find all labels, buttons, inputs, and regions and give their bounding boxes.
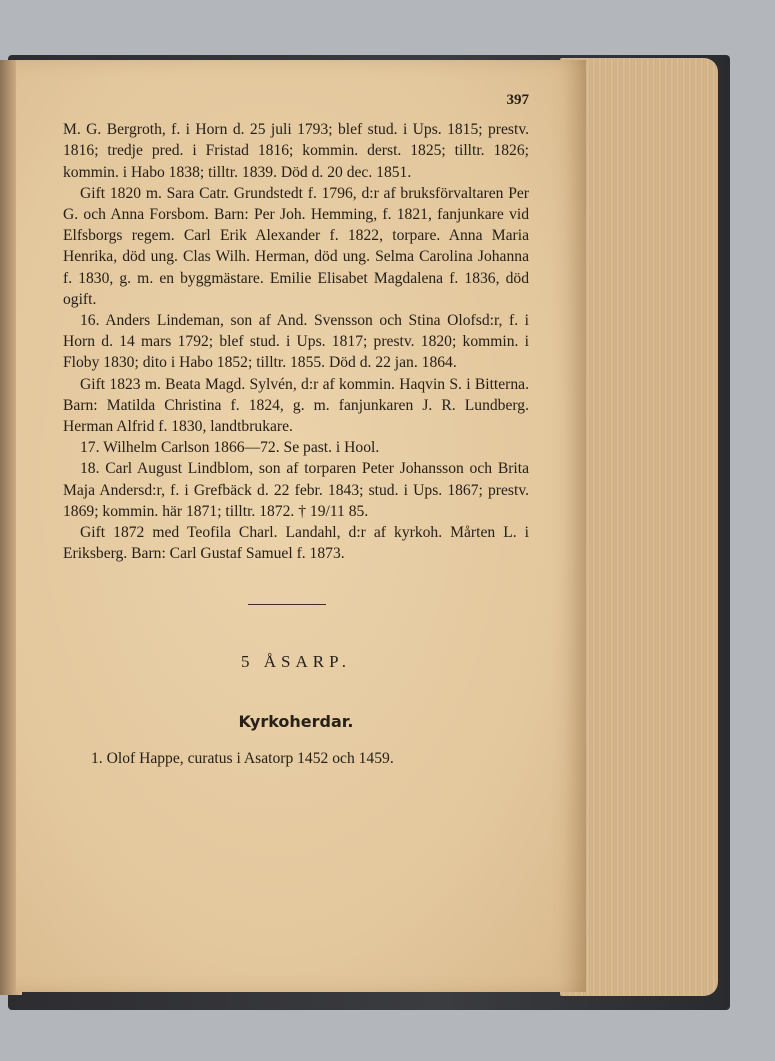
- paragraph-4: Gift 1823 m. Beata Magd. Sylvén, d:r af kommin. Haqvin S. i Bitterna. Barn: Matilda Christina f. 1824, g. m. fanjunkaren J. R. Lundberg. Herman Alfrid f. 1830, landtbrukare.: [63, 375, 529, 436]
- paragraph-5: 17. Wilhelm Carlson 1866—72. Se past. i Hool.: [80, 439, 380, 457]
- paragraph-7: Gift 1872 med Teofila Charl. Landahl, d:r af kyrkoh. Mårten L. i Eriksberg. Barn: Carl Gustaf Samuel f. 1873.: [63, 524, 529, 563]
- page-text: [63, 90, 529, 769]
- paragraph-6: 18. Carl August Lindblom, son af torparen Peter Johansson och Brita Maja Andersd:r, f. i Grefbäck d. 22 febr. 1843; stud. i Ups. 1867; prestv. 1869; kommin. här 1871; tilltr. 1872. † 19/11 85.: [63, 460, 529, 520]
- section-divider: [248, 604, 326, 605]
- last-entry: 1. Olof Happe, curatus i Asatorp 1452 och 1459.: [91, 749, 394, 767]
- subheading: Kyrkoherdar.: [238, 711, 354, 731]
- page-number: 397: [506, 92, 529, 108]
- book-page: [16, 60, 586, 992]
- paragraph-1: M. G. Bergroth, f. i Horn d. 25 juli 1793; blef stud. i Ups. 1815; prestv. 1816; tredje pred. i Fristad 1816; kommin. derst. 1825; tilltr. 1826; kommin. i Habo 1838; tilltr. 1839. Död d. 20 dec. 1851.: [63, 121, 529, 181]
- paragraph-2: Gift 1820 m. Sara Catr. Grundstedt f. 1796, d:r af bruksförvaltaren Per G. och Anna Forsbom. Barn: Per Joh. Hemming, f. 1821, fanjunkare vid Elfsborgs regem. Carl Erik Alexander f. 1822, torpare. Anna Maria Henrika, död ung. Clas Wilh. Herman, död ung. Selma Carolina Johanna f. 1830, g. m. en byggmästare. Emilie Elisabet Magdalena f. 1836, död ogift.: [63, 184, 529, 308]
- section-heading: 5 ÅSARP.: [241, 652, 351, 672]
- paragraph-3: 16. Anders Lindeman, son af And. Svensson och Stina Olofsd:r, f. i Horn d. 14 mars 1792; blef stud. i Ups. 1817; prestv. 1820; kommin. i Floby 1830; dito i Habo 1852; tilltr. 1855. Död d. 22 jan. 1864.: [63, 312, 529, 372]
